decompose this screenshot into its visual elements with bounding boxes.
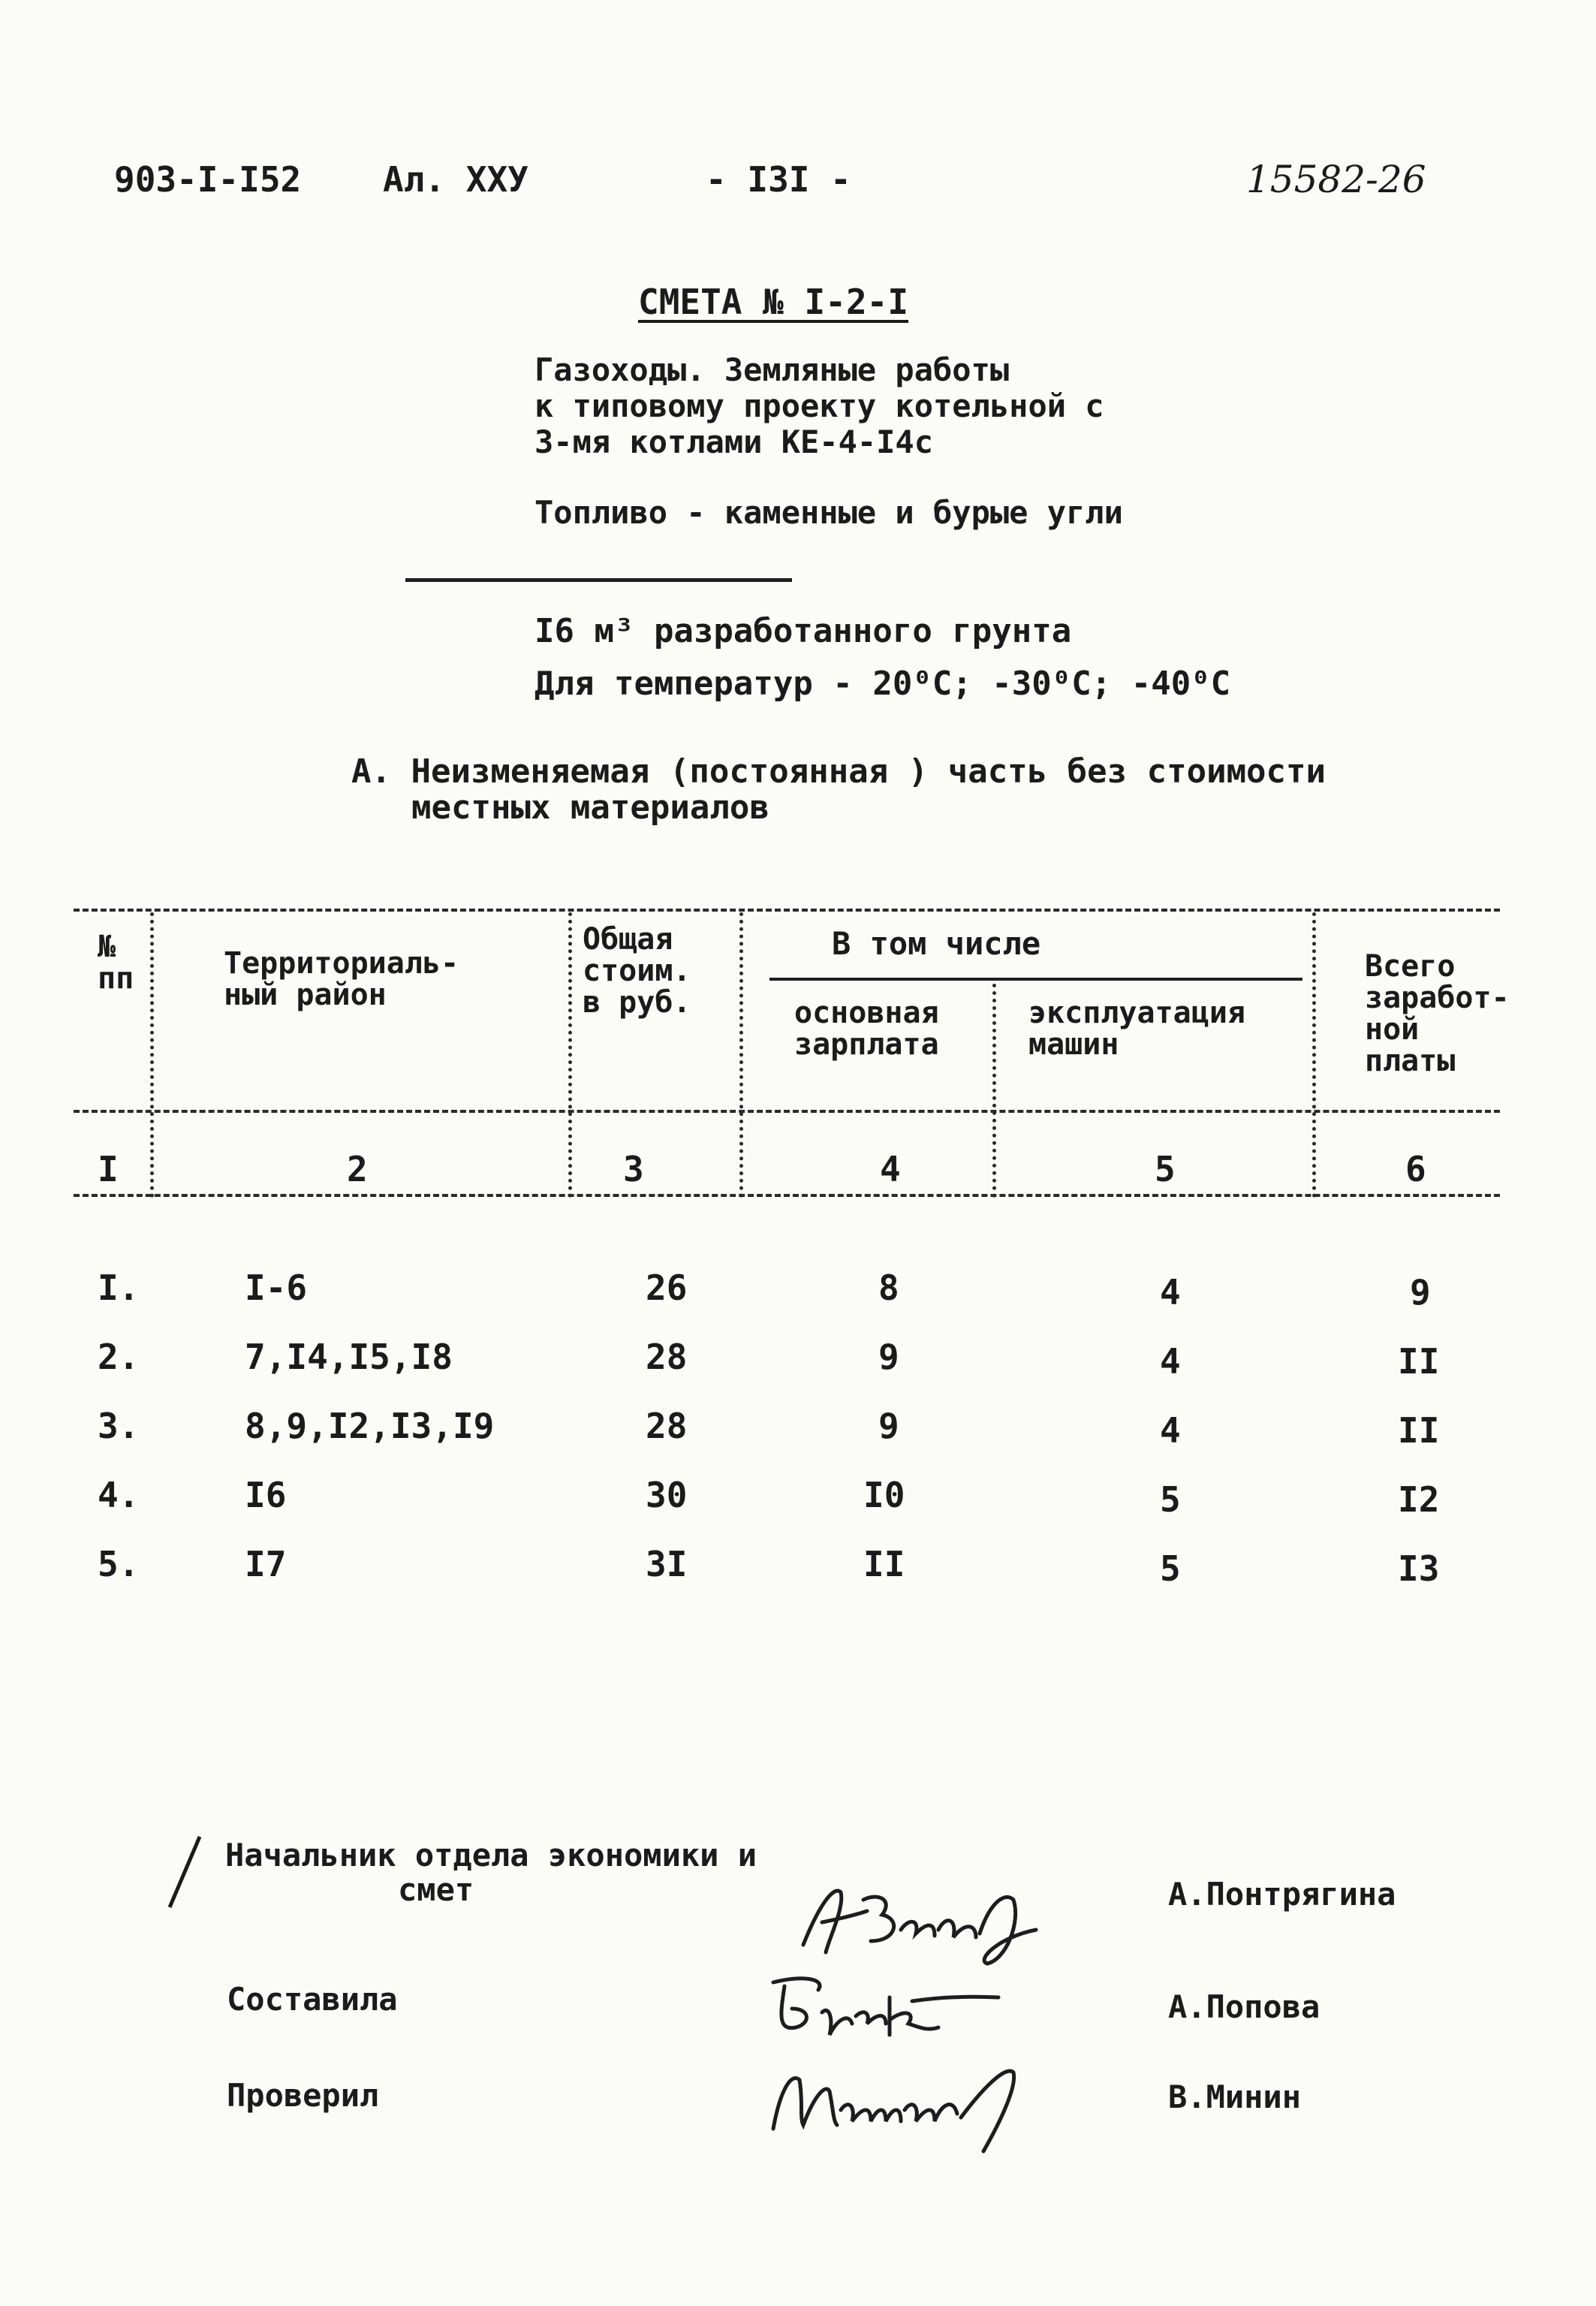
slash-mark [164,1832,209,1918]
colnum-3: 3 [623,1149,644,1189]
smeta-title: СМЕТА № I-2-I [638,282,909,322]
row-all-salary: II [1398,1410,1440,1451]
header-bottom-border [74,1110,1500,1113]
title-desc-line-3: 3-мя котлами КЕ-4-I4с [535,424,934,460]
unit-line-1: I6 м³ разработанного грунта [535,612,1072,650]
row-salary: 8 [878,1268,899,1308]
row-number: 5. [98,1544,140,1584]
row-region: 7,I4,I5,I8 [245,1337,453,1377]
header-salary [794,997,939,1060]
row-machines: 4 [1160,1410,1181,1451]
row-machines: 4 [1160,1341,1181,1382]
table-top-border [74,909,1500,912]
row-region: I-6 [245,1268,308,1308]
row-total: 30 [646,1475,688,1515]
compiled-name: А.Попова [1168,1988,1320,2025]
row-all-salary: II [1398,1341,1440,1382]
col-divider-1 [150,912,154,1198]
row-number: 2. [98,1337,140,1377]
page-number: - I3I - [706,159,851,200]
header-all-line-3: ной [1365,1012,1420,1047]
unit-line-2: Для температур - 20⁰С; -30⁰С; -40⁰С [535,665,1231,703]
row-total: 26 [646,1268,688,1308]
head-name: А.Понтрягина [1168,1876,1396,1913]
header-salary-line-2: зарплата [794,1027,939,1062]
row-number: 3. [98,1406,140,1446]
row-machines: 5 [1160,1548,1181,1589]
checked-label: Проверил [227,2077,379,2114]
header-total [583,924,691,1018]
header-num-line-2: пп [98,961,134,996]
title-desc-line-1: Газоходы. Земляные работы [535,351,1010,388]
checked-name: В.Минин [1168,2078,1302,2115]
signature-head [796,1877,1066,1970]
row-machines: 4 [1160,1272,1181,1313]
colnum-2: 2 [347,1149,368,1189]
row-total: 28 [646,1406,688,1446]
row-machines: 5 [1160,1479,1181,1520]
colnum-1: I [98,1149,119,1189]
row-region: I7 [245,1544,287,1584]
header-all-line-1: Всего [1365,949,1456,984]
header-all-line-4: платы [1365,1044,1456,1078]
header-machines [1028,997,1245,1060]
section-line-1: А. Неизменяемая (постоянная ) часть без стоимости [351,752,1326,791]
fuel-line: Топливо - каменные и бурые угли [535,494,1123,531]
colnum-5: 5 [1155,1149,1176,1189]
header-machines-line-1: эксплуатация [1028,996,1245,1030]
row-number: 4. [98,1475,140,1515]
row-region: I6 [245,1475,287,1515]
header-all-salary [1365,951,1510,1077]
colnum-4: 4 [880,1149,901,1189]
colnum-6: 6 [1405,1149,1426,1189]
col-divider-5 [1312,912,1316,1198]
row-region: 8,9,I2,I3,I9 [245,1406,495,1446]
row-salary: I0 [863,1475,905,1515]
incl-underline [769,978,1302,981]
head-label-line-2: смет [398,1871,474,1908]
section-line-2: местных материалов [411,788,769,827]
col-divider-3 [739,912,743,1198]
signature-compiled [758,1967,1013,2053]
album-number: Ал. ХХУ [383,159,528,200]
row-salary: 9 [878,1337,899,1377]
header-region [224,948,459,1011]
header-salary-line-1: основная [794,996,939,1030]
header-region-line-1: Территориаль- [224,946,459,981]
title-divider [405,578,792,582]
colnum-bottom-border [74,1194,1500,1197]
header-total-line-3: в руб. [583,985,691,1020]
row-salary: II [863,1544,905,1584]
doc-code: 903-I-I52 [114,159,302,200]
head-label-line-1: Начальник отдела экономики и [225,1837,757,1873]
row-all-salary: I3 [1398,1548,1440,1589]
header-total-line-2: стоим. [583,954,691,988]
header-incl: В том числе [832,925,1041,962]
row-salary: 9 [878,1406,899,1446]
row-all-salary: 9 [1410,1272,1431,1313]
title-desc-line-2: к типовому проекту котельной с [535,387,1104,424]
row-all-salary: I2 [1398,1479,1440,1520]
compiled-label: Составила [227,1981,398,2018]
row-number: I. [98,1268,140,1308]
header-region-line-2: ный район [224,978,387,1012]
header-total-line-1: Общая [583,922,673,957]
col-divider-2 [568,912,572,1198]
row-total: 28 [646,1337,688,1377]
header-num-line-1: № [98,930,116,964]
header-num [98,931,134,994]
inventory-number: 15582-26 [1246,158,1426,201]
col-divider-4 [992,984,996,1198]
signature-checked [758,2057,1028,2158]
header-machines-line-2: машин [1028,1027,1119,1062]
header-all-line-2: заработ- [1365,981,1510,1015]
row-total: 3I [646,1544,688,1584]
